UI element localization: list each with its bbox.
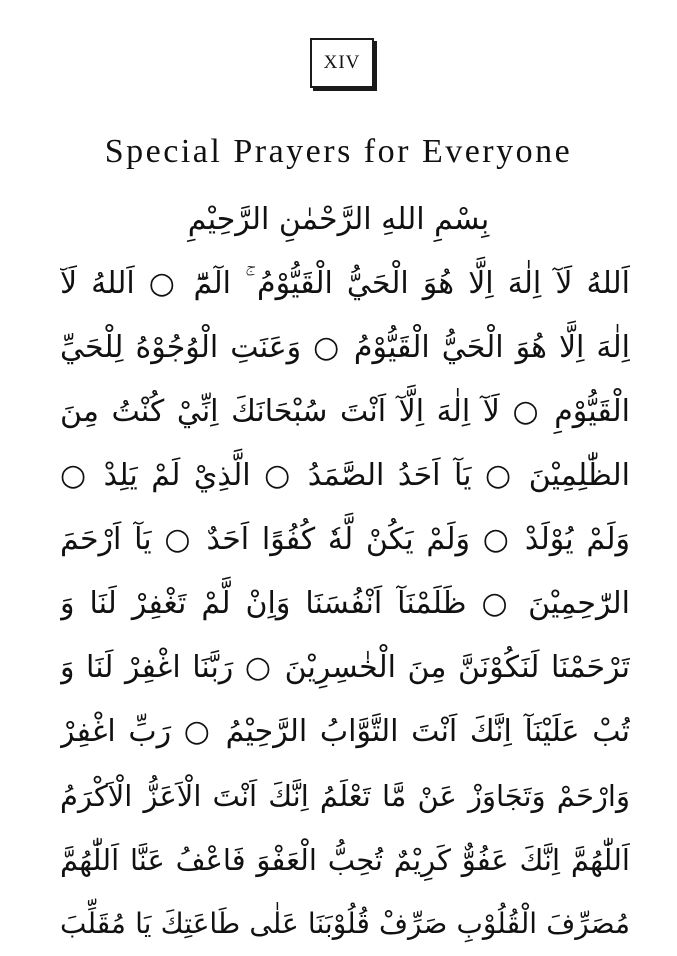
prayer-line: مُصَرِّفَ الْقُلُوْبِ صَرِّفْ قُلُوْبَنَا عَلٰى طَاعَتِكَ يَا مُقَلِّبَ (60, 907, 630, 940)
prayer-line: اِلٰهَ اِلَّا هُوَ الْحَيُّ الْقَيُّوْمُ ○ وَعَنَتِ الْوُجُوْهُ لِلْحَيِّ (60, 330, 630, 365)
prayer-line: تَرْحَمْنَا لَنَكُوْنَنَّ مِنَ الْخٰسِرِيْنَ ○ رَبَّنَا اغْفِرْ لَنَا وَ (60, 650, 630, 685)
chapter-number-box (310, 38, 374, 88)
prayer-line: تُبْ عَلَيْنَآ اِنَّكَ اَنْتَ التَّوَّابُ الرَّحِيْمُ ○ رَبِّ اغْفِرْ (60, 714, 630, 749)
prayer-line: وَارْحَمْ وَتَجَاوَزْ عَنْ مَّا تَعْلَمُ اِنَّكَ اَنْتَ الْاَعَزُّ الْاَكْرَمُ (60, 779, 630, 813)
basmala: بِسْمِ اللهِ الرَّحْمٰنِ الرَّحِيْمِ (187, 202, 490, 237)
prayer-line: الْقَيُّوْمِ ○ لَآ اِلٰهَ اِلَّآ اَنْتَ سُبْحَانَكَ اِنِّيْ كُنْتُ مِنَ (60, 394, 630, 429)
prayer-line: وَلَمْ يُوْلَدْ ○ وَلَمْ يَكُنْ لَّهٗ كُفُوًا اَحَدٌ ○ يَآ اَرْحَمَ (60, 522, 630, 557)
prayer-text (60, 252, 630, 956)
prayer-line: الظّٰلِمِيْنَ ○ يَآ اَحَدُ الصَّمَدُ ○ الَّذِيْ لَمْ يَلِدْ ○ (60, 458, 630, 493)
page-title: Special Prayers for Everyone (104, 133, 573, 170)
prayer-line: اَللّٰهُمَّ اِنَّكَ عَفُوٌّ كَرِيْمٌ تُحِبُّ الْعَفْوَ فَاعْفُ عَنَّا اَللّٰهُمَّ (60, 843, 630, 877)
chapter-number: XIV (323, 52, 361, 73)
prayer-line: اَللهُ لَآ اِلٰهَ اِلَّا هُوَ الْحَيُّ الْقَيُّوْمُ ۚ الٓمّٓ ○ اَللهُ لَآ (60, 266, 630, 301)
prayer-line: الرّٰحِمِيْنَ ○ ظَلَمْنَآ اَنْفُسَنَا وَاِنْ لَّمْ تَغْفِرْ لَنَا وَ (60, 586, 630, 621)
